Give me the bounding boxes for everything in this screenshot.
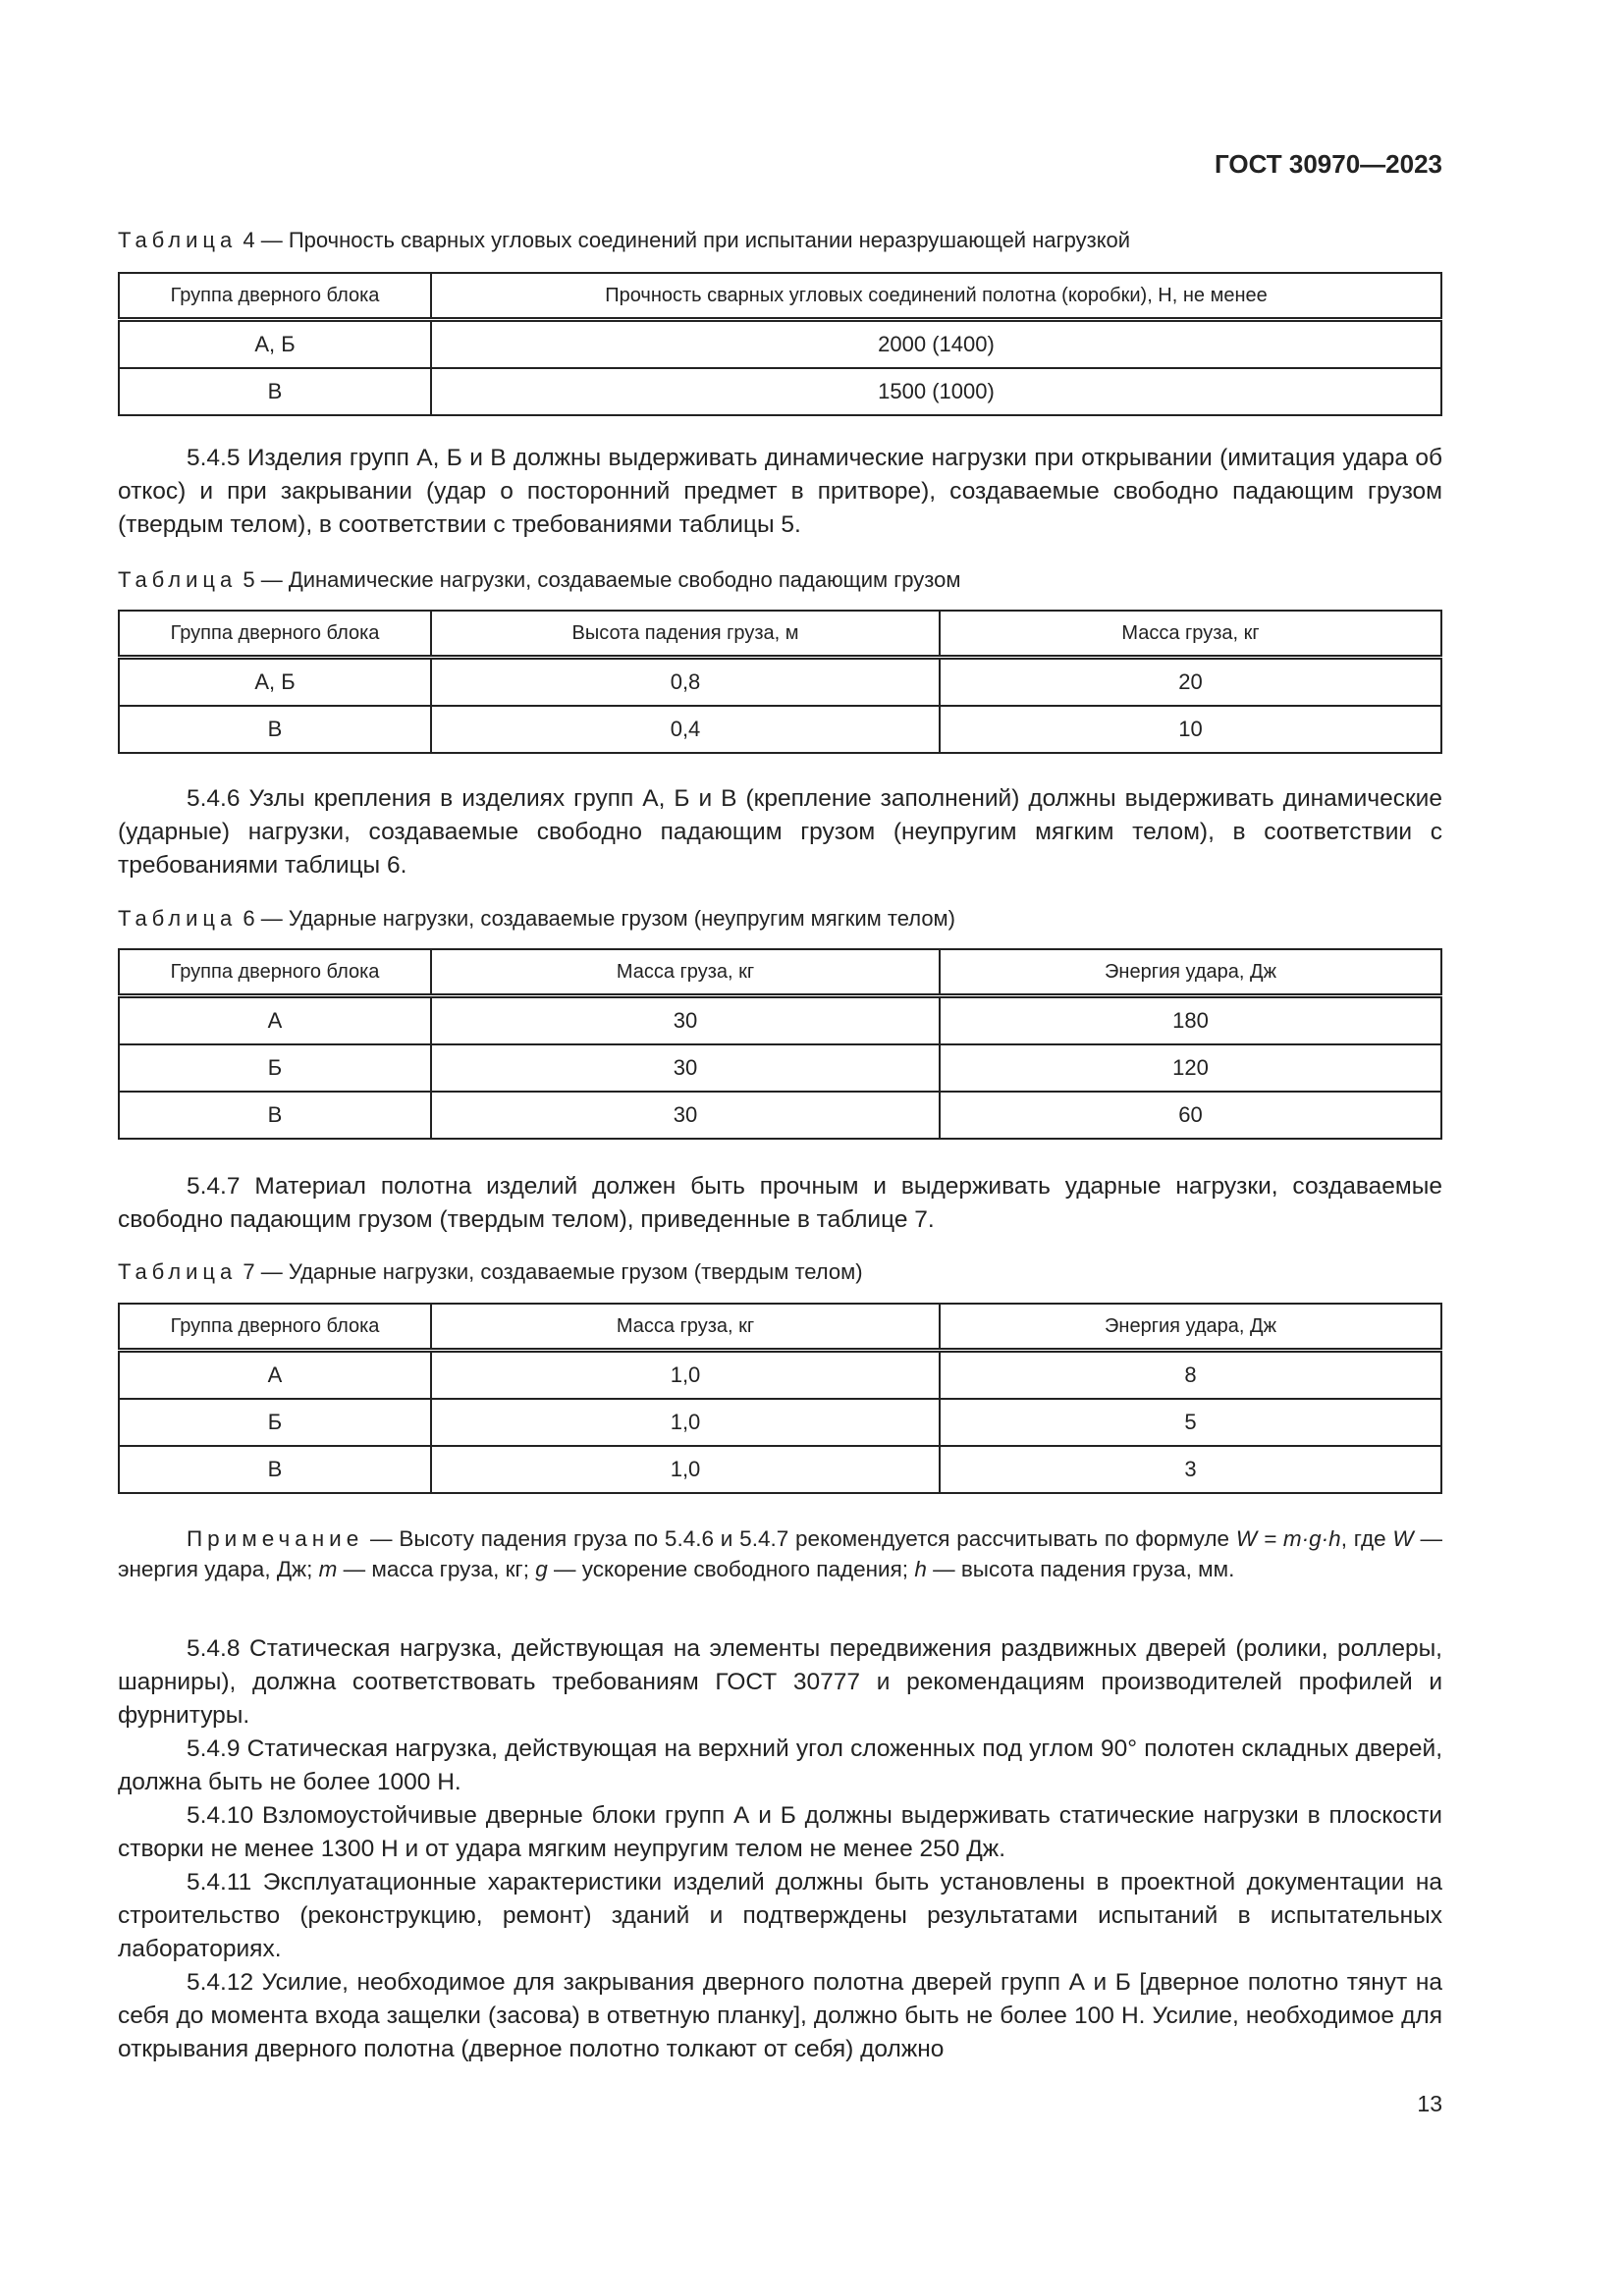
note-var: W bbox=[1392, 1526, 1414, 1551]
caption-label: Таблица bbox=[118, 1259, 238, 1284]
table-header: Энергия удара, Дж bbox=[940, 949, 1441, 996]
table-cell: 30 bbox=[431, 1092, 940, 1139]
table-cell: 8 bbox=[940, 1351, 1441, 1400]
table-row bbox=[119, 658, 1441, 707]
note-text: — масса груза, кг; bbox=[337, 1557, 536, 1581]
table-cell: В bbox=[119, 1446, 431, 1493]
caption-label: Таблица bbox=[118, 906, 238, 931]
table-cell: А, Б bbox=[119, 320, 431, 369]
table-header: Масса груза, кг bbox=[431, 1304, 940, 1351]
table-cell: 1500 (1000) bbox=[431, 368, 1441, 415]
paragraph-5-4-7: 5.4.7 Материал полотна изделий должен быть прочным и выдерживать ударные нагрузки, создаваемые свободно падающим грузом (твердым телом), приведенные в таблице 7. bbox=[118, 1173, 1442, 1233]
table-cell: 1,0 bbox=[431, 1446, 940, 1493]
table-header: Группа дверного блока bbox=[119, 611, 431, 658]
table-5 bbox=[118, 610, 1442, 754]
table-header: Масса груза, кг bbox=[940, 611, 1441, 658]
table-cell: 30 bbox=[431, 996, 940, 1045]
table-cell: 30 bbox=[431, 1044, 940, 1092]
table-header: Прочность сварных угловых соединений полотна (коробки), Н, не менее bbox=[431, 273, 1441, 320]
note-var: h bbox=[914, 1557, 927, 1581]
table-cell: Б bbox=[119, 1399, 431, 1446]
caption-label: Таблица bbox=[118, 228, 238, 252]
table-cell: 2000 (1400) bbox=[431, 320, 1441, 369]
note-text: — ускорение свободного падения; bbox=[547, 1557, 915, 1581]
table-row bbox=[119, 320, 1441, 369]
table-row bbox=[119, 996, 1441, 1045]
table-row bbox=[119, 1351, 1441, 1400]
table-header: Группа дверного блока bbox=[119, 1304, 431, 1351]
table6-caption bbox=[118, 904, 1442, 934]
note-text: , где bbox=[1340, 1526, 1393, 1551]
table-header: Масса груза, кг bbox=[431, 949, 940, 996]
table-note bbox=[118, 1523, 1442, 1584]
table-cell: 0,8 bbox=[431, 658, 940, 707]
table7-caption bbox=[118, 1257, 1442, 1287]
table-cell: 5 bbox=[940, 1399, 1441, 1446]
table-cell: 60 bbox=[940, 1092, 1441, 1139]
table-cell: 1,0 bbox=[431, 1351, 940, 1400]
table-7 bbox=[118, 1303, 1442, 1494]
note-text: — высота падения груза, мм. bbox=[926, 1557, 1235, 1581]
table-cell: Б bbox=[119, 1044, 431, 1092]
table-cell: 120 bbox=[940, 1044, 1441, 1092]
table-6 bbox=[118, 948, 1442, 1140]
table-cell: А, Б bbox=[119, 658, 431, 707]
table-cell: А bbox=[119, 996, 431, 1045]
table-cell: 1,0 bbox=[431, 1399, 940, 1446]
table-row bbox=[119, 706, 1441, 753]
document-header: ГОСТ 30970—2023 bbox=[1215, 149, 1442, 179]
table-cell: 0,4 bbox=[431, 706, 940, 753]
caption-text: 4 — Прочность сварных угловых соединений при испытании неразрушающей нагрузкой bbox=[237, 228, 1131, 252]
note-text: — энергия удара, Дж; bbox=[118, 1526, 1442, 1581]
paragraph-5-4-5: 5.4.5 Изделия групп А, Б и В должны выдерживать динамические нагрузки при открывании (имитация удара об откос) и при закрывании (удар о посторонний предмет в притворе), создаваемые свободно падающим грузом (твердым телом), в соответствии с требованиями таблицы 5. bbox=[118, 445, 1442, 538]
table-cell: 180 bbox=[940, 996, 1441, 1045]
table-row bbox=[119, 1399, 1441, 1446]
caption-label: Таблица bbox=[118, 567, 238, 592]
table-header: Высота падения груза, м bbox=[431, 611, 940, 658]
table-header: Группа дверного блока bbox=[119, 273, 431, 320]
table-cell: 3 bbox=[940, 1446, 1441, 1493]
table-cell: В bbox=[119, 368, 431, 415]
table-row bbox=[119, 1446, 1441, 1493]
table-cell: В bbox=[119, 706, 431, 753]
table-4 bbox=[118, 272, 1442, 416]
table-cell: 20 bbox=[940, 658, 1441, 707]
table-cell: 10 bbox=[940, 706, 1441, 753]
note-var: g bbox=[535, 1557, 548, 1581]
paragraph-5-4-11: 5.4.11 Эксплуатационные характеристики изделий должны быть установлены в проектной документации на строительство (реконструкцию, ремонт) зданий и подтверждены результатами испытаний в испытательных лабораториях. bbox=[118, 1869, 1442, 1962]
table-row bbox=[119, 368, 1441, 415]
note-label: Примечание bbox=[187, 1526, 364, 1551]
note-text: — Высоту падения груза по 5.4.6 и 5.4.7 рекомендуется рассчитывать по формуле bbox=[363, 1526, 1236, 1551]
note-formula: W = m·g·h bbox=[1235, 1526, 1341, 1551]
paragraph-5-4-6: 5.4.6 Узлы крепления в изделиях групп А, Б и В (крепление заполнений) должны выдерживать динамические (ударные) нагрузки, создаваемые свободно падающим грузом (неупругим мягким телом), в соответствии с требованиями таблицы 6. bbox=[118, 785, 1442, 879]
table-cell: В bbox=[119, 1092, 431, 1139]
paragraph-5-4-10: 5.4.10 Взломоустойчивые дверные блоки групп А и Б должны выдерживать статические нагрузки в плоскости створки не менее 1300 Н и от удара мягким неупругим телом не менее 250 Дж. bbox=[118, 1802, 1442, 1862]
page-number: 13 bbox=[1417, 2091, 1442, 2116]
table-row bbox=[119, 1044, 1441, 1092]
paragraph-5-4-8: 5.4.8 Статическая нагрузка, действующая на элементы передвижения раздвижных дверей (ролики, роллеры, шарниры), должна соответствовать требованиям ГОСТ 30777 и рекомендациям производителей профилей и фурнитуры. bbox=[118, 1635, 1442, 1729]
caption-text: 7 — Ударные нагрузки, создаваемые грузом (твердым телом) bbox=[237, 1259, 863, 1284]
table4-caption bbox=[118, 226, 1442, 255]
paragraph-5-4-9: 5.4.9 Статическая нагрузка, действующая на верхний угол сложенных под углом 90° полотен складных дверей, должна быть не более 1000 Н. bbox=[118, 1735, 1442, 1795]
paragraph-5-4-12: 5.4.12 Усилие, необходимое для закрывания дверного полотна дверей групп А и Б [дверное полотно тянут на себя до момента входа защелки (засова) в ответную планку], должно быть не более 100 Н. Усилие, необходимое для открывания дверного полотна (дверное полотно толкают от себя) должно bbox=[118, 1969, 1442, 2062]
table-row bbox=[119, 1092, 1441, 1139]
table5-caption bbox=[118, 565, 1442, 595]
table-header: Энергия удара, Дж bbox=[940, 1304, 1441, 1351]
table-cell: А bbox=[119, 1351, 431, 1400]
note-var: m bbox=[318, 1557, 338, 1581]
caption-text: 6 — Ударные нагрузки, создаваемые грузом (неупругим мягким телом) bbox=[237, 906, 956, 931]
table-header: Группа дверного блока bbox=[119, 949, 431, 996]
caption-text: 5 — Динамические нагрузки, создаваемые свободно падающим грузом bbox=[237, 567, 961, 592]
